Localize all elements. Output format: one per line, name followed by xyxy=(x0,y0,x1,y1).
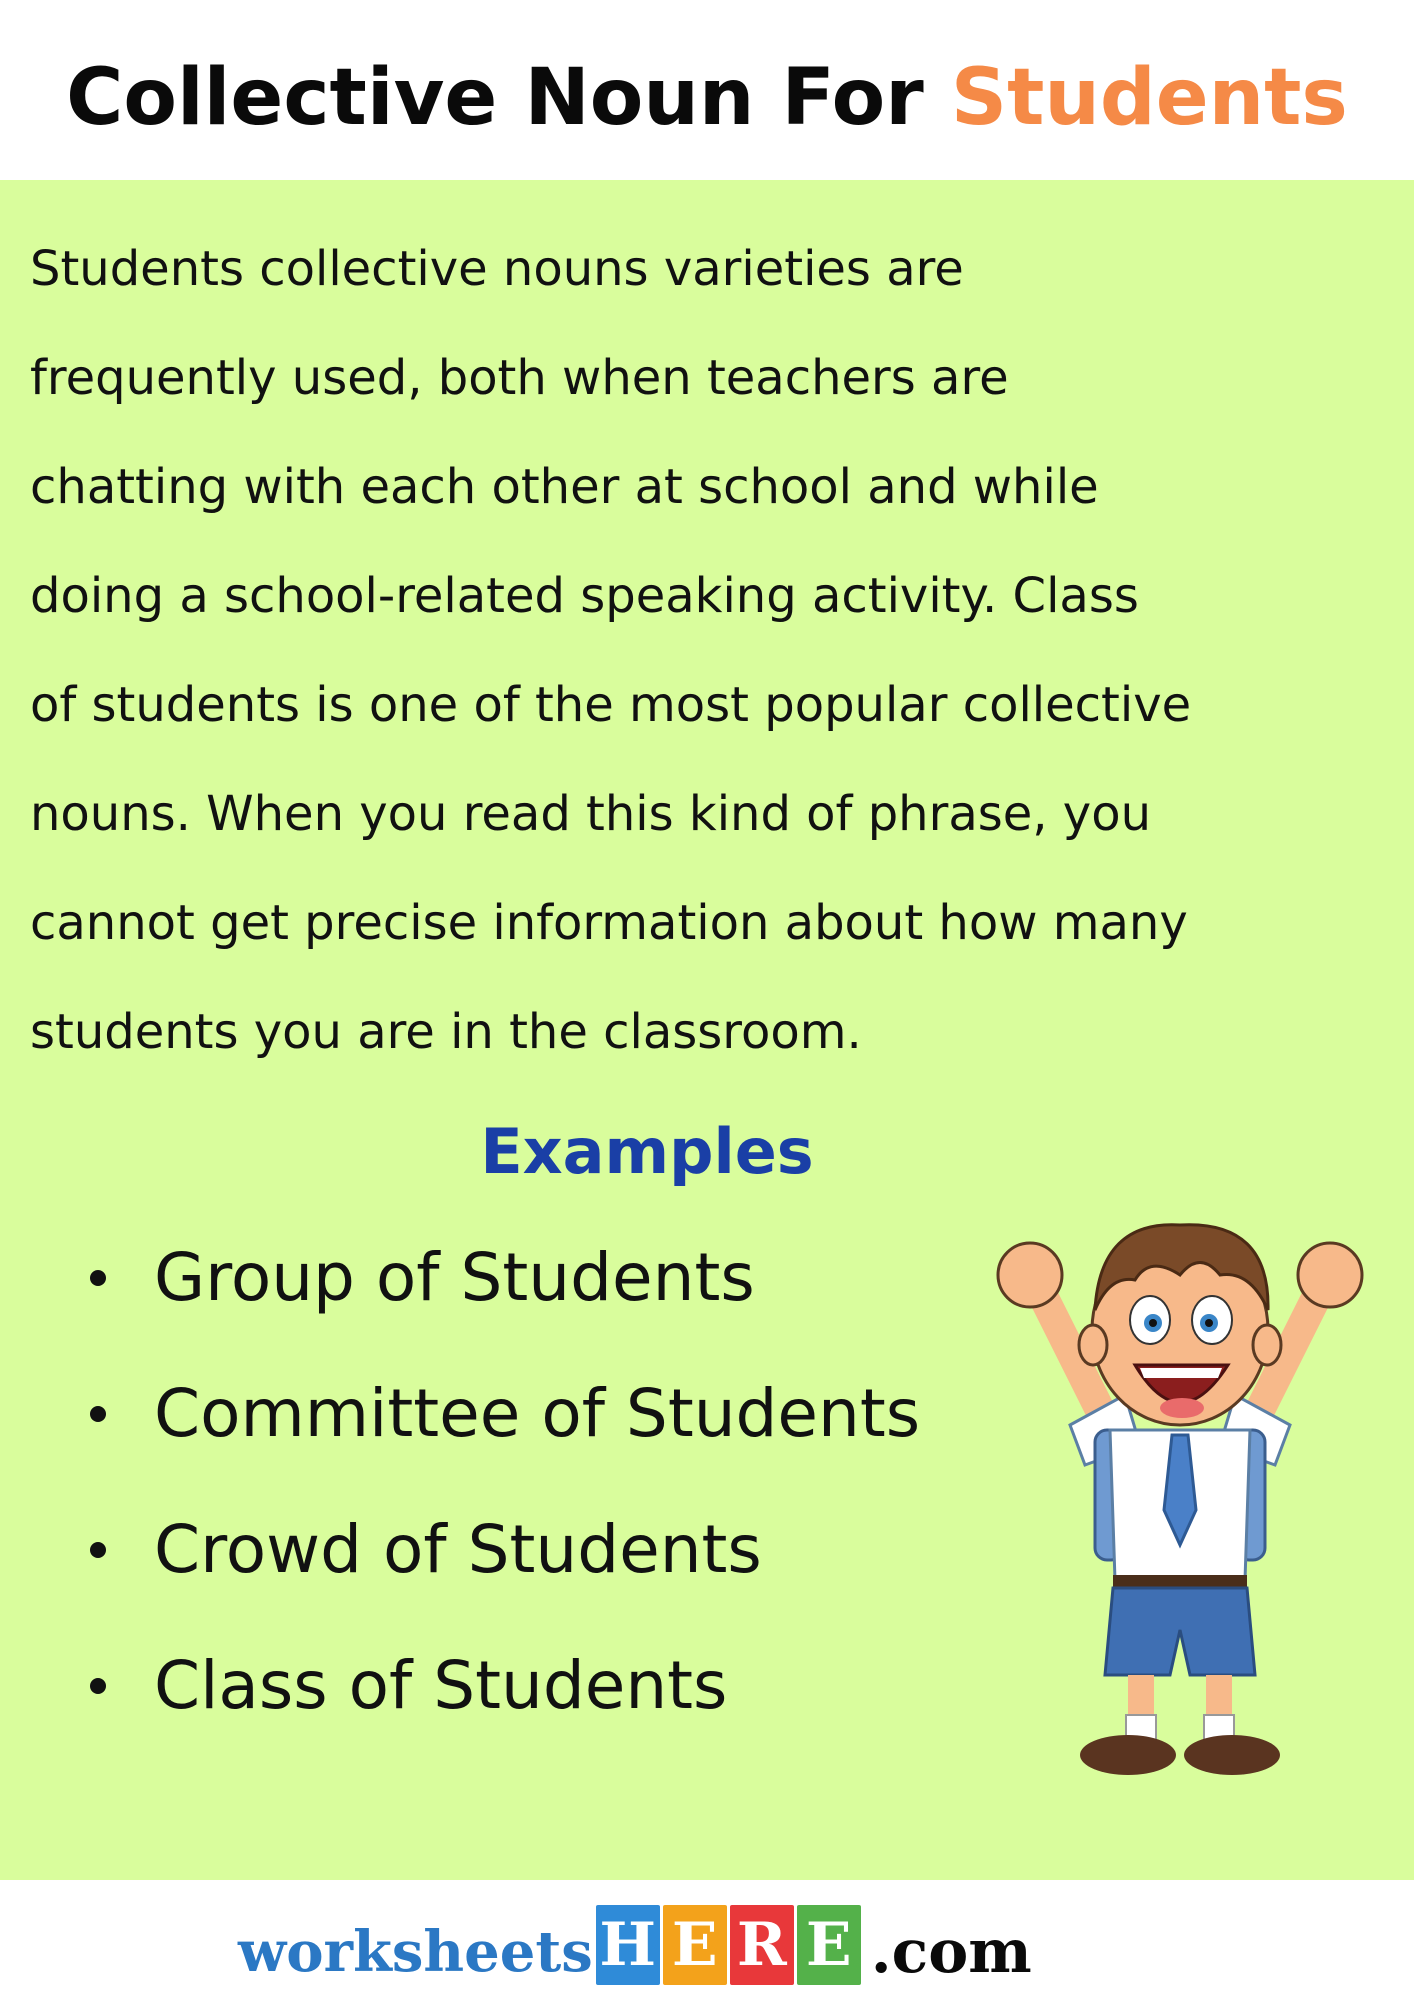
brand-letter-tile: R xyxy=(730,1905,794,1985)
page-title xyxy=(0,0,1414,143)
bullet-icon xyxy=(90,1270,106,1286)
bullet-icon xyxy=(90,1678,106,1694)
page-title-prefix: Collective Noun For xyxy=(66,53,924,143)
bullet-icon xyxy=(90,1542,106,1558)
example-text: Committee of Students xyxy=(154,1375,921,1452)
intro-line: Students collective nouns varieties are xyxy=(30,241,964,297)
example-item xyxy=(90,1482,920,1618)
examples-heading: Examples xyxy=(480,1115,814,1188)
brand-logo[interactable] xyxy=(238,1900,1032,1985)
brand-letter-tile: E xyxy=(797,1905,861,1985)
examples-list xyxy=(90,1210,920,1754)
bullet-icon xyxy=(90,1406,106,1422)
example-item xyxy=(90,1346,920,1482)
page-title-highlight: Students xyxy=(950,53,1348,143)
example-text: Crowd of Students xyxy=(154,1511,762,1588)
brand-letter-tile: H xyxy=(596,1905,660,1985)
title-bar xyxy=(0,0,1414,180)
example-text: Group of Students xyxy=(154,1239,755,1316)
brand-suffix: .com xyxy=(870,1917,1032,1987)
intro-line: students you are in the classroom. xyxy=(30,1004,862,1060)
content-panel xyxy=(0,180,1414,1880)
brand-letter-tile: E xyxy=(663,1905,727,1985)
intro-line: of students is one of the most popular collective xyxy=(30,677,1192,733)
footer xyxy=(0,1880,1414,2000)
brand-prefix: worksheets xyxy=(238,1919,593,1985)
cheering-schoolboy-illustration xyxy=(950,1180,1410,1800)
intro-line: doing a school-related speaking activity. Class xyxy=(30,568,1139,624)
intro-line: cannot get precise information about how many xyxy=(30,895,1188,951)
example-text: Class of Students xyxy=(154,1647,728,1724)
intro-line: chatting with each other at school and while xyxy=(30,459,1099,515)
example-item xyxy=(90,1618,920,1754)
intro-line: nouns. When you read this kind of phrase, you xyxy=(30,786,1151,842)
intro-line: frequently used, both when teachers are xyxy=(30,350,1009,406)
example-item xyxy=(90,1210,920,1346)
intro-paragraph xyxy=(30,215,1390,1087)
